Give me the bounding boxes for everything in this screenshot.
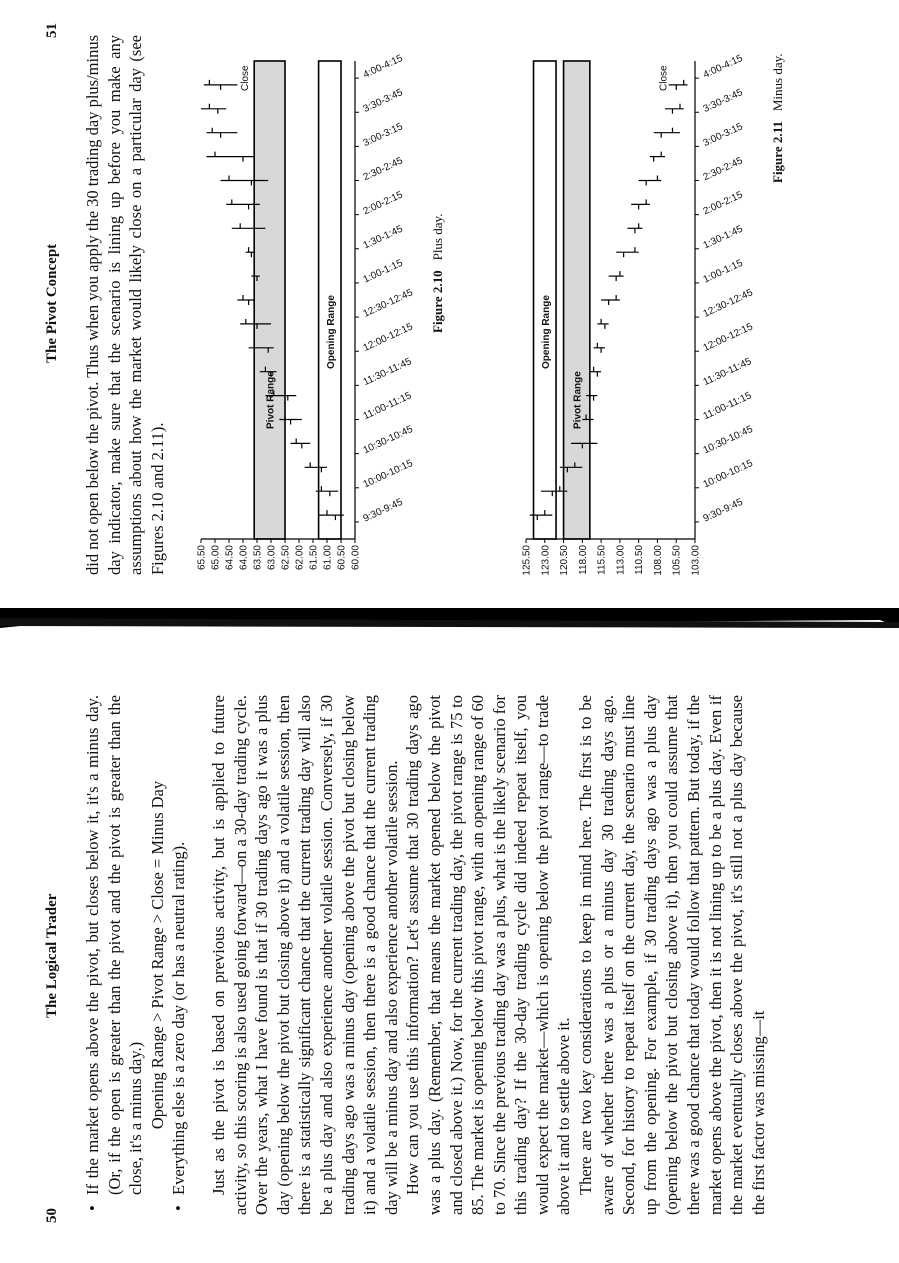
y-tick-label: 115.50: [596, 545, 608, 575]
close-label: Close: [658, 65, 670, 91]
y-tick-label: 65.00: [210, 545, 222, 571]
y-tick-label: 62.00: [294, 545, 306, 571]
x-tick-label: 4:00-4:15: [701, 52, 745, 81]
figure-caption-text: Plus day.: [430, 213, 445, 261]
x-tick-label: 12:30-12:45: [701, 287, 755, 320]
y-tick-label: 105.50: [671, 545, 683, 576]
x-tick-label: 11:00-11:15: [701, 390, 754, 423]
x-tick-label: 10:30-10:45: [361, 423, 415, 457]
bullet-icon: •: [169, 1205, 189, 1211]
paragraph: How can you use this information? Let's assume that 30 trading days ago was a plus day. (Remember, that means the market opened below the pivot and closed above it.) Now, for the current trading day, the pivot range is 75 to 85. The market is opening below this pivot range, with an opening range of 60 to 70. Since the previous trading day was a plus, what is the likely scenario for this trading day? If the 30-day trading cycle did indeed repeat itself, you would expect the market—which is opening below the pivot range—to trade above it and to settle above it.: [403, 695, 574, 1215]
figure-caption: [430, 214, 446, 333]
figure-2-11-chart: [520, 21, 765, 581]
figure-number: Figure 2.11: [770, 121, 785, 183]
x-tick-label: 3:00-3:15: [361, 121, 405, 150]
bullet-item: [168, 695, 190, 1215]
x-tick-label: 1:30-1:45: [361, 223, 405, 252]
figure-2-10-chart: [195, 21, 425, 581]
figure-caption-text: Minus day.: [770, 53, 785, 112]
x-tick-label: 9:30-9:45: [361, 496, 405, 525]
y-tick-label: 60.50: [336, 545, 348, 571]
x-tick-label: 10:00-10:15: [361, 457, 415, 491]
x-tick-label: 11:30-11:45: [361, 356, 414, 389]
close-label: Close: [240, 65, 252, 91]
x-tick-label: 3:30-3:45: [361, 87, 405, 115]
bullet-text: Everything else is a zero day (or has a neutral rating).: [169, 841, 189, 1195]
running-head: The Logical Trader: [44, 893, 60, 1018]
y-tick-label: 64.00: [238, 545, 250, 571]
figure-number: Figure 2.10: [430, 270, 445, 333]
x-tick-label: 2:00-2:15: [701, 189, 745, 218]
x-tick-label: 10:30-10:45: [701, 423, 755, 457]
y-tick-label: 113.00: [615, 545, 627, 575]
y-tick-label: 64.50: [224, 545, 236, 571]
y-tick-label: 125.50: [521, 545, 533, 576]
page-number: 51: [44, 23, 60, 38]
formula: Opening Range > Pivot Range > Close = Minus Day: [147, 780, 167, 1130]
ohlc-chart: [520, 21, 765, 581]
y-tick-label: 61.50: [308, 545, 320, 571]
range-band-label: Opening Range: [540, 295, 552, 369]
x-tick-label: 11:00-11:15: [361, 390, 414, 423]
range-band-label: Opening Range: [325, 295, 337, 369]
x-tick-label: 9:30-9:45: [701, 496, 745, 525]
running-head: The Pivot Concept: [44, 243, 60, 363]
figure-caption: [770, 53, 786, 183]
y-tick-label: 65.50: [196, 545, 208, 571]
bullet-item: [82, 695, 147, 1215]
x-tick-label: 2:30-2:45: [701, 155, 745, 184]
y-tick-label: 60.00: [350, 545, 362, 571]
y-tick-label: 61.00: [322, 545, 334, 571]
range-band-label: Pivot Range: [265, 371, 277, 429]
left-page-body: [82, 695, 769, 1215]
bullet-icon: •: [83, 1205, 102, 1211]
y-tick-label: 108.00: [652, 545, 664, 576]
x-tick-label: 2:00-2:15: [361, 189, 405, 218]
x-tick-label: 10:00-10:15: [701, 457, 755, 491]
paragraph: There are two key considerations to keep in mind here. The first is to be aware of whether there was a plus or a minus day 30 trading days ago. Second, for history to repeat itself on the current day, the scenario must line up from the opening. For example, if 30 trading days ago was a plus day (opening below the pivot but closing above it), then you could assume that there was a good chance that today would follow that pattern. But today, if the market opens above the pivot, then it is not lining up to be a plus day. Even if the market eventually closes above the pivot, it's still not a plus day because the first factor was missing—it: [576, 695, 768, 1215]
x-tick-label: 11:30-11:45: [701, 356, 754, 389]
page-number: 50: [44, 1208, 60, 1223]
y-tick-label: 110.50: [634, 545, 646, 575]
x-tick-label: 1:00-1:15: [701, 257, 745, 286]
book-spine: [0, 608, 899, 648]
x-tick-label: 3:30-3:45: [701, 87, 745, 115]
y-tick-label: 103.00: [690, 545, 702, 576]
y-tick-label: 63.50: [252, 545, 264, 571]
paragraph: did not open below the pivot. Thus when you apply the 30 trading day plus/minus day indicator, make sure that the scenario is lining up before you make any assumptions about how the market would likely close on a particular day (see Figures 2.10 and 2.11).: [83, 34, 167, 575]
y-tick-label: 63.00: [266, 545, 278, 571]
x-tick-label: 3:00-3:15: [701, 121, 745, 150]
bullet-text: If the market opens above the pivot, but closes below it, it's a minus day. (Or, if the open is greater than the pivot and the pivot is greater than the close, it's a minus day.): [83, 695, 146, 1195]
x-tick-label: 12:00-12:15: [361, 321, 415, 354]
y-tick-label: 120.50: [559, 545, 571, 576]
y-tick-label: 118.00: [577, 545, 589, 575]
right-page-body: [82, 35, 168, 575]
y-tick-label: 123.00: [540, 545, 552, 576]
x-tick-label: 12:00-12:15: [701, 321, 755, 354]
x-tick-label: 4:00-4:15: [361, 52, 405, 81]
range-band-label: Pivot Range: [572, 371, 584, 429]
x-tick-label: 2:30-2:45: [361, 155, 405, 184]
left-page: [0, 623, 899, 1263]
ohlc-chart: [195, 21, 425, 581]
x-tick-label: 12:30-12:45: [361, 287, 415, 320]
y-tick-label: 62.50: [280, 545, 292, 571]
x-tick-label: 1:00-1:15: [361, 257, 405, 286]
paragraph: Just as the pivot is based on previous activity, but is applied to future activity, so this scoring is also used going forward—on a 30-day trading cycle. Over the years, what I have found is that if 30 trading days ago it was a plus day (opening below the pivot but closing above it) and a volatile session, then there is a statistically significant chance that the current trading day will also be a plus day and also experience another volatile session. Conversely, if 30 trading days ago was a minus day (opening above the pivot but closing below it) and a volatile session, then there is a good chance that the current trading day will be a minus day and also experience another volatile session.: [208, 695, 401, 1215]
right-page: [0, 0, 899, 583]
spine-shadow-icon: [0, 608, 899, 648]
range-band: [254, 61, 285, 539]
x-tick-label: 1:30-1:45: [701, 223, 745, 252]
